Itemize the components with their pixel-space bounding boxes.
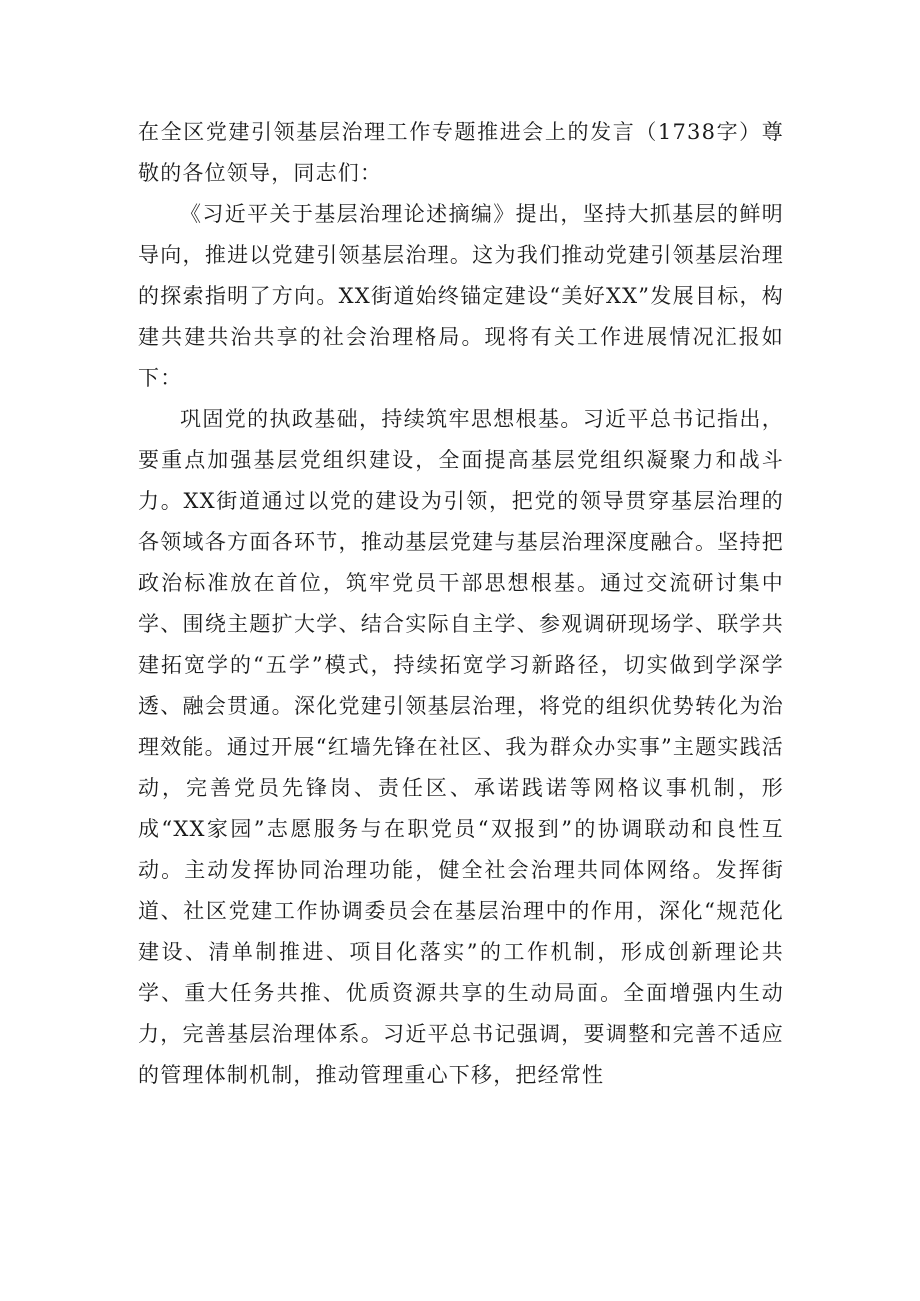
document-body	[138, 112, 784, 1096]
paragraph-intro: 《习近平关于基层治理论述摘编》提出，坚持大抓基层的鲜明导向，推进以党建引领基层治理。这为我们推动党建引领基层治理的探索指明了方向。XX街道始终锚定建设“美好XX”发展目标，构建共建共治共享的社会治理格局。现将有关工作进展情况汇报如下：	[138, 202, 784, 390]
heading-line: 在全区党建引领基层治理工作专题推进会上的发言（1738字）尊敬的各位领导，同志们：	[138, 120, 784, 185]
paragraph-consolidate: 巩固党的执政基础，持续筑牢思想根基。习近平总书记指出，要重点加强基层党组织建设，全面提高基层党组织凝聚力和战斗力。XX街道通过以党的建设为引领，把党的领导贯穿基层治理的各领域各方面各环节，推动基层党建与基层治理深度融合。坚持把政治标准放在首位，筑牢党员干部思想根基。通过交流研讨集中学、围绕主题扩大学、结合实际自主学、参观调研现场学、联学共建拓宽学的“五学”模式，持续拓宽学习新路径，切实做到学深学透、融会贯通。深化党建引领基层治理，将党的组织优势转化为治理效能。通过开展“红墙先锋在社区、我为群众办实事”主题实践活动，完善党员先锋岗、责任区、承诺践诺等网格议事机制，形成“XX家园”志愿服务与在职党员“双报到”的协调联动和良性互动。主动发挥协同治理功能，健全社会治理共同体网络。发挥街道、社区党建工作协调委员会在基层治理中的作用，深化“规范化建设、清单制推进、项目化落实”的工作机制，形成创新理论共学、重大任务共推、优质资源共享的生动局面。全面增强内生动力，完善基层治理体系。习近平总书记强调，要调整和完善不适应的管理体制机制，推动管理重心下移，把经常性	[138, 407, 784, 1087]
